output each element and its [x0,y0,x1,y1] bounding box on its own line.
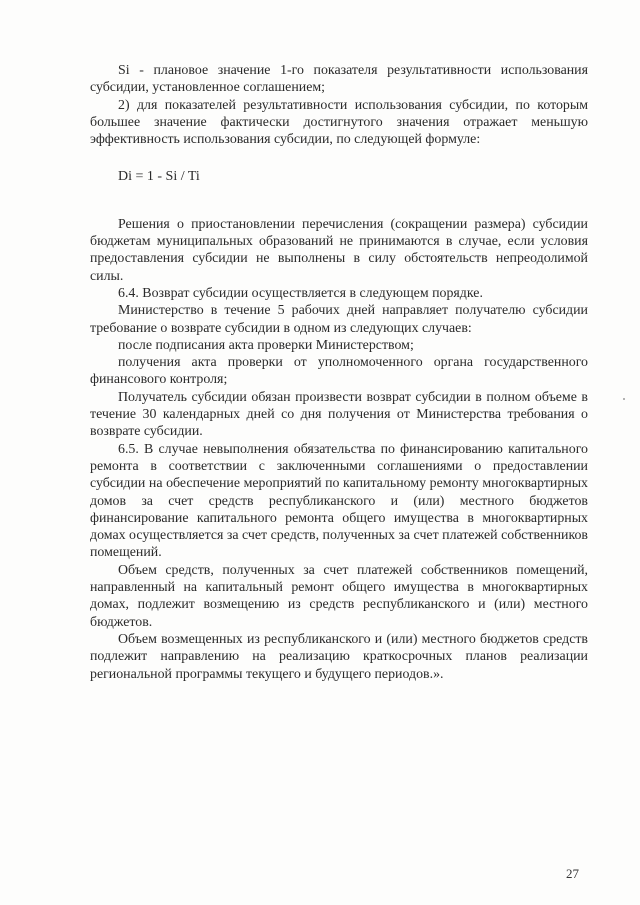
paragraph-formula-intro: 2) для показателей результативности использования субсидии, по которым большее значение фактически достигнутого значения отражает меньшую эффективность использования субсидии, по следующей формуле: [90,97,588,148]
paragraph-section-6-4: 6.4. Возврат субсидии осуществляется в следующем порядке. [118,285,483,301]
formula: Di = 1 - Si / Ti [118,169,200,185]
paragraph-si-definition: Si - плановое значение 1-го показателя результативности использования субсидии, установленное соглашением; [90,63,588,96]
scan-speck [623,398,625,400]
paragraph-case-control-act: получения акта проверки от уполномоченного органа государственного финансового контроля; [90,355,588,388]
document-body [90,62,588,683]
paragraph-compensation: Объем средств, полученных за счет платежей собственников помещений, направленный на капитальный ремонт общего имущества в многоквартирных домах, подлежит возмещению из средств республиканского и (или) местного бюджетов. [90,562,588,630]
paragraph-direction-of-funds: Объем возмещенных из республиканского и (или) местного бюджетов средств подлежит направлению на реализацию краткосрочных планов реализации региональной программы текущего и будущего периодов.». [90,631,588,682]
page-number: 27 [566,866,579,881]
paragraph-no-suspension: Решения о приостановлении перечисления (сокращении размера) субсидии бюджетам муниципальных образований не принимаются в случае, если условия предоставления субсидии не выполнены в силу обстоятельств непреодолимой силы. [90,216,588,284]
paragraph-ministry-request: Министерство в течение 5 рабочих дней направляет получателю субсидии требование о возврате субсидии в одном из следующих случаев: [90,303,588,336]
paragraph-recipient-return: Получатель субсидии обязан произвести возврат субсидии в полном объеме в течение 30 календарных дней со дня получения от Министерства требования о возврате субсидии. [90,389,588,440]
paragraph-section-6-5: 6.5. В случае невыполнения обязательства по финансированию капитального ремонта в соответствии с заключенными соглашениями о предоставлении субсидии на обеспечение мероприятий по капитальному ремонту многоквартирных домов за счет средств республиканского и (или) местного бюджетов финансирование капитального ремонта общего имущества в многоквартирных домах осуществляется за счет средств, полученных за счет платежей собственников помещений. [90,441,588,561]
paragraph-case-ministry-act: после подписания акта проверки Министерством; [118,337,414,353]
